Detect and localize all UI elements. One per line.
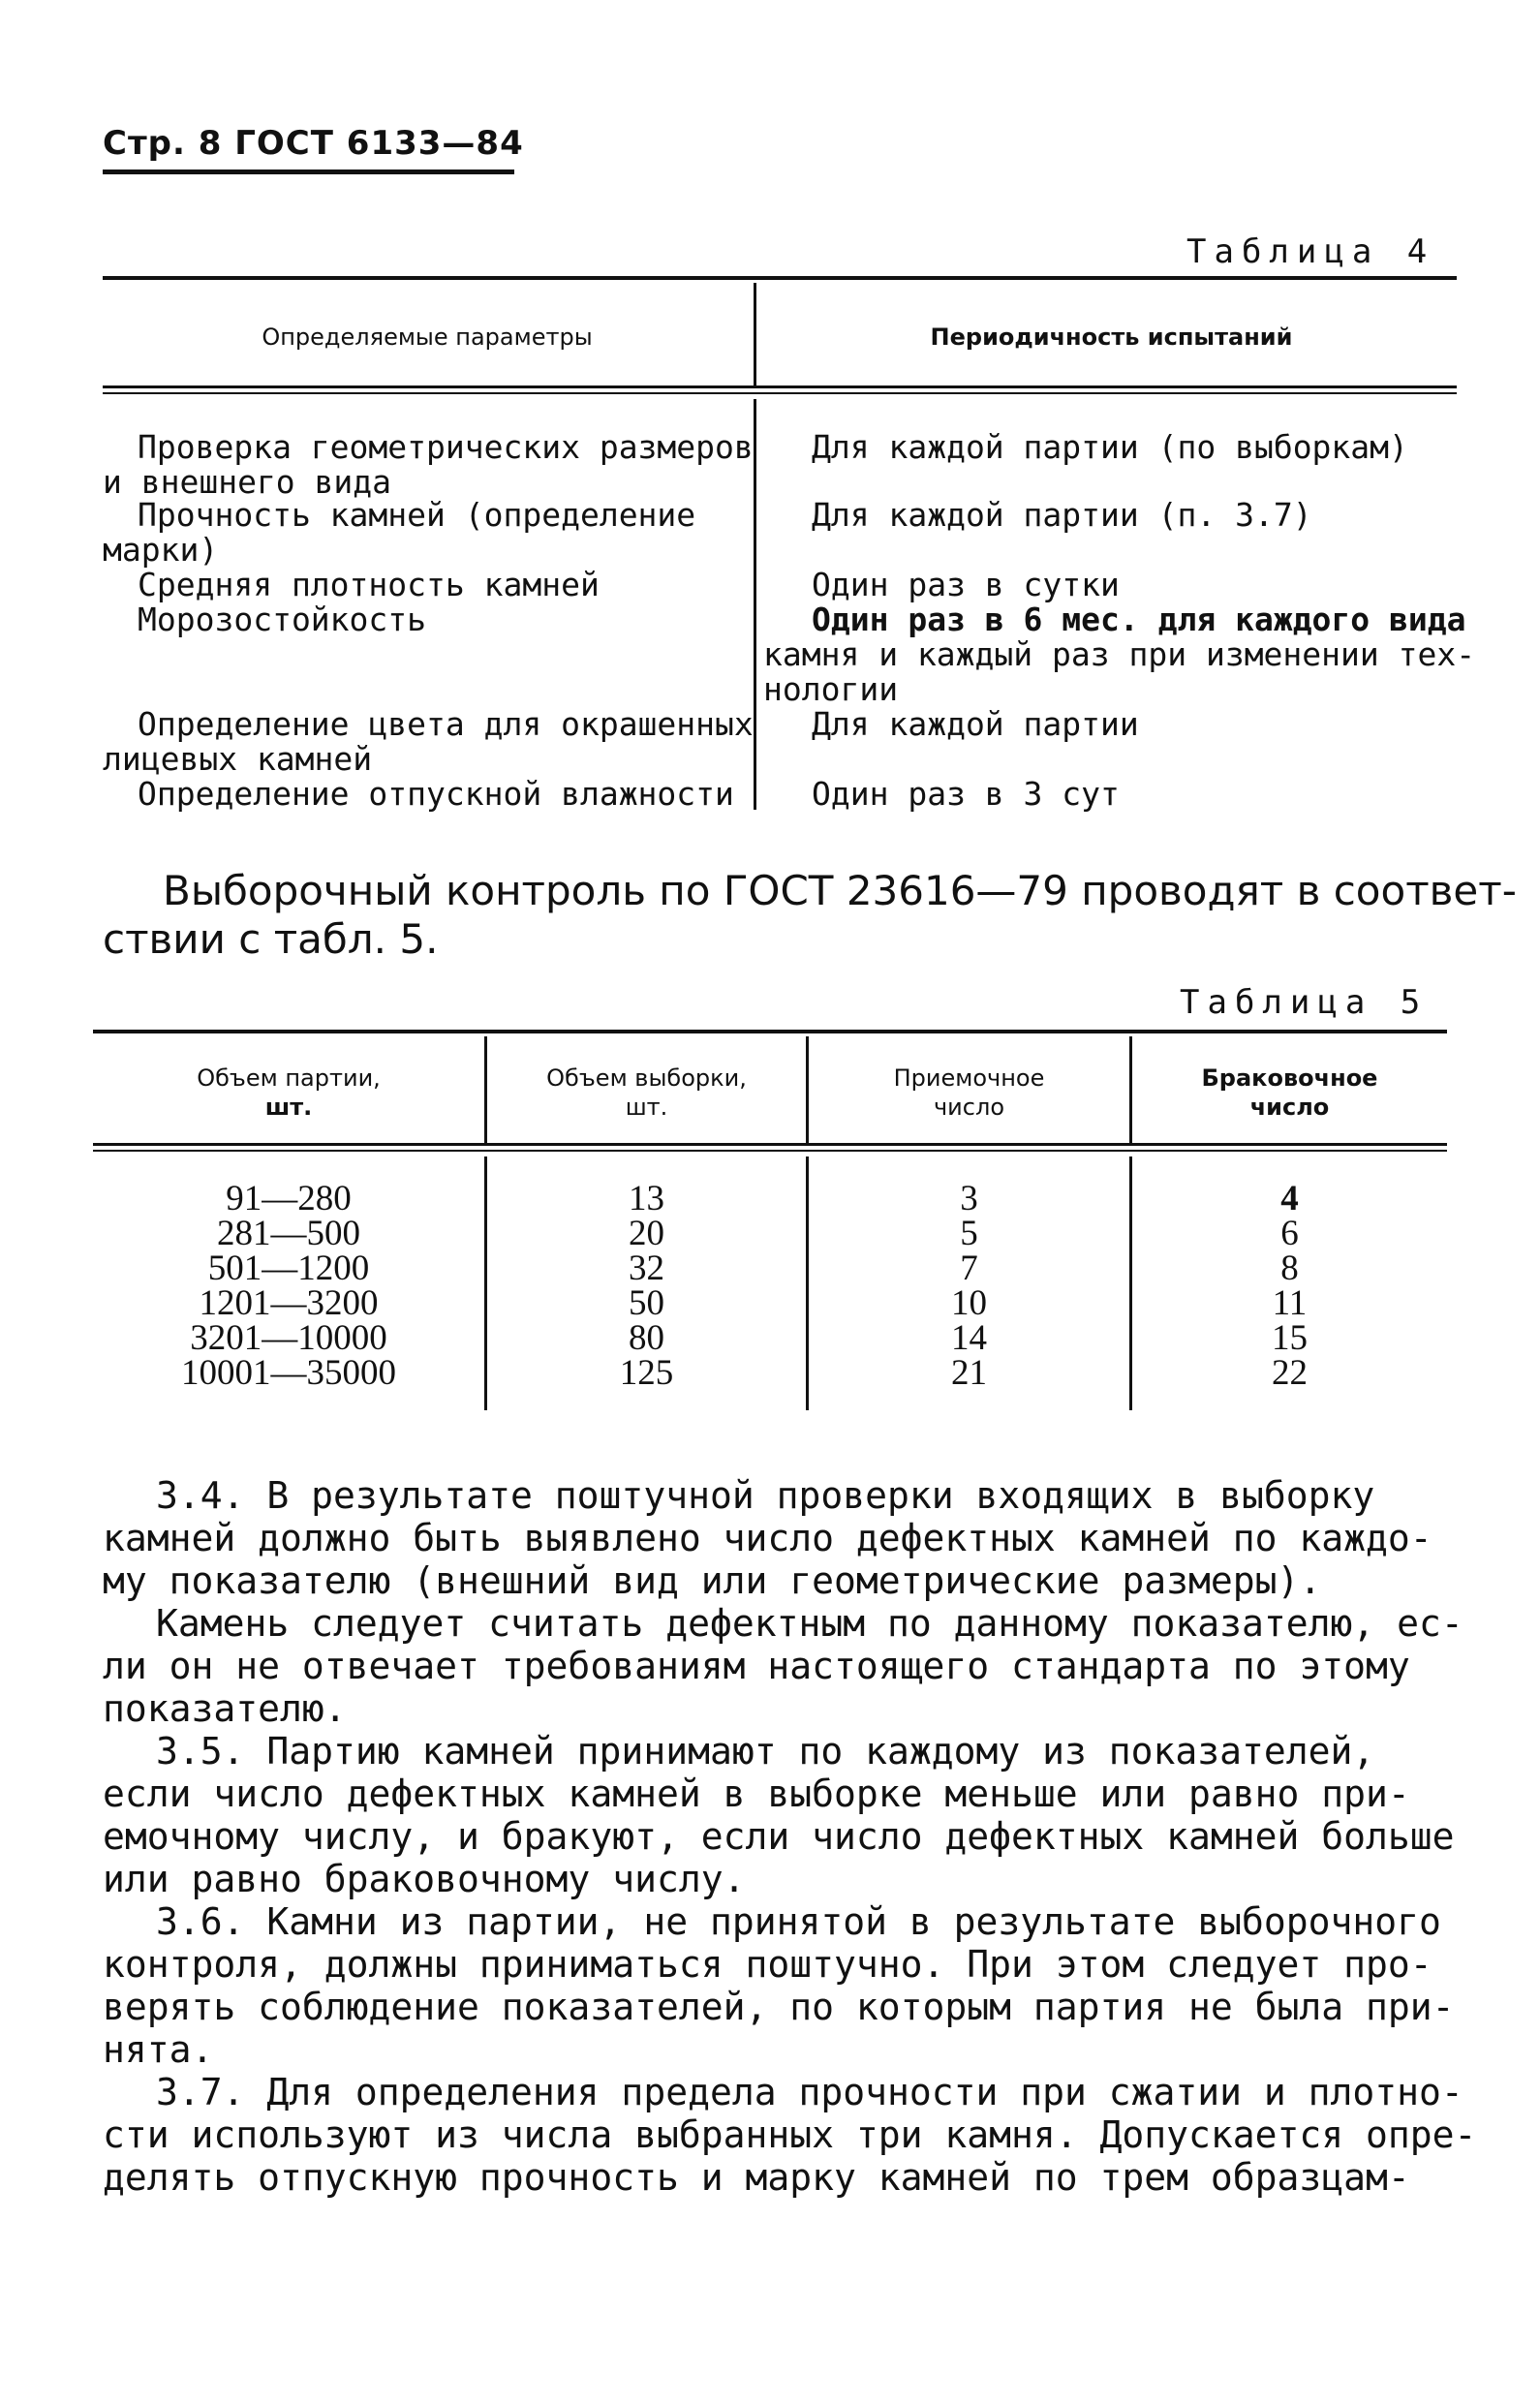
table5-lot-cell: 1201—3200	[199, 1283, 379, 1323]
table4-period-line: Один раз в 3 сут	[812, 775, 1120, 813]
table5-lot-cell: 10001—35000	[181, 1353, 396, 1393]
table4-param-line: и внешнего вида	[103, 463, 392, 501]
table5-header-rule-2	[93, 1150, 1447, 1152]
table4-period-line: Для каждой партии (п. 3.7)	[812, 496, 1312, 534]
table4-param-line: Морозостойкость	[138, 601, 427, 638]
table5-col-acceptance-line1: Приемочное	[893, 1064, 1045, 1092]
table4-period-line: Один раз в сутки	[812, 566, 1120, 603]
paragraph-line: верять соблюдение показателей, по которым партия не была при-	[103, 1986, 1455, 2028]
table5-col-lot-line2: шт.	[264, 1094, 313, 1121]
paragraph-line: 3.6. Камни из партии, не принятой в результате выборочного	[156, 1900, 1441, 1943]
table5-top-rule	[93, 1030, 1447, 1033]
table4-param-line: Проверка геометрических размеров	[138, 428, 754, 466]
table5-col-rejection	[1132, 1064, 1447, 1122]
paragraph-line: или равно браковочному числу.	[103, 1858, 746, 1900]
table4-col-period: Периодичность испытаний	[930, 324, 1293, 351]
table5-rejection-cell: 6	[1280, 1214, 1299, 1253]
table5-col-rejection-line1: Браковочное	[1201, 1064, 1378, 1092]
table5-rejection-cell: 8	[1280, 1249, 1299, 1288]
table4-param-line: Средняя плотность камней	[138, 566, 600, 603]
table5-lot-cell: 91—280	[226, 1179, 352, 1218]
table4-param-line: лицевых камней	[103, 740, 373, 778]
paragraph-line: показателю.	[103, 1687, 347, 1730]
paragraph-line: 3.7. Для определения предела прочности при сжатии и плотно-	[156, 2071, 1463, 2113]
table5-acceptance-cell: 7	[960, 1249, 978, 1288]
table5-sample-cell: 50	[629, 1283, 664, 1323]
paragraph-line: если число дефектных камней в выборке меньше или равно при-	[103, 1773, 1410, 1815]
table5-lot-cell: 3201—10000	[190, 1318, 387, 1358]
header-rule	[103, 170, 514, 174]
table4-period-line: Для каждой партии (по выборкам)	[812, 428, 1408, 466]
paragraph-line: камней должно быть выявлено число дефектных камней по каждо-	[103, 1517, 1432, 1559]
intro-line: ствии с табл. 5.	[103, 915, 439, 963]
paragraph-line: ли он не отвечает требованиям настоящего стандарта по этому	[103, 1645, 1410, 1687]
table5-acceptance-cell: 21	[951, 1353, 987, 1393]
paragraph-line: 3.4. В результате поштучной проверки входящих в выборку	[156, 1474, 1375, 1517]
table5-rejection-cell: 11	[1272, 1283, 1308, 1323]
table5-col-acceptance-line2: число	[934, 1094, 1004, 1121]
table5-col-sample	[487, 1064, 806, 1122]
table5-rejection-cell: 15	[1272, 1318, 1308, 1358]
table4-top-rule	[103, 276, 1457, 280]
table4-col-params: Определяемые параметры	[262, 324, 593, 351]
table5-col-rejection-line2: число	[1249, 1094, 1330, 1121]
table4-period-line: камня и каждый раз при изменении тех-	[763, 635, 1476, 673]
paragraph-line: контроля, должны приниматься поштучно. При этом следует про-	[103, 1943, 1432, 1986]
table5-sample-cell: 20	[629, 1214, 664, 1253]
table4-period-line: Один раз в 6 мес. для каждого вида	[812, 601, 1466, 638]
paragraph-line: делять отпускную прочность и марку камней по трем образцам-	[103, 2156, 1410, 2199]
table5-col-lot	[93, 1064, 484, 1122]
table4-param-line: Определение отпускной влажности	[138, 775, 734, 813]
table5-acceptance-cell: 3	[960, 1179, 978, 1218]
table5-rejection-cell: 22	[1272, 1353, 1308, 1393]
table5-sample-cell: 80	[629, 1318, 664, 1358]
table5-sample-cell: 32	[629, 1249, 664, 1288]
table5-acceptance-cell: 5	[960, 1214, 978, 1253]
paragraph-line: Камень следует считать дефектным по данному показателю, ес-	[156, 1602, 1463, 1645]
paragraph-line: му показателю (внешний вид или геометрические размеры).	[103, 1559, 1322, 1602]
table4-caption: Таблица 4	[1186, 232, 1435, 271]
table5-col-lot-line1: Объем партии,	[197, 1064, 381, 1092]
table5-rejection-cell: 4	[1280, 1179, 1299, 1218]
page-header: Стр. 8 ГОСТ 6133—84	[103, 124, 524, 163]
table5-acceptance-cell: 14	[951, 1318, 987, 1358]
table5-sample-cell: 125	[619, 1353, 674, 1393]
table4-param-line: марки)	[103, 531, 219, 569]
table4-header-rule-1	[103, 385, 1457, 388]
table5-acceptance-cell: 10	[951, 1283, 987, 1323]
table5-col-sample-line2: шт.	[625, 1094, 668, 1121]
table5-sample-cell: 13	[629, 1179, 664, 1218]
table4-header-divider	[754, 283, 756, 385]
table5-header-rule-1	[93, 1143, 1447, 1146]
table4-period-line: нологии	[763, 670, 899, 708]
table4-period-line: Для каждой партии	[812, 705, 1139, 743]
paragraph-line: 3.5. Партию камней принимают по каждому из показателей,	[156, 1730, 1375, 1773]
table4-param-line: Прочность камней (определение	[138, 496, 696, 534]
table5-col-sample-line1: Объем выборки,	[546, 1064, 747, 1092]
table5-lot-cell: 501—1200	[207, 1249, 370, 1288]
table4-param-line: Определение цвета для окрашенных	[138, 705, 754, 743]
paragraph-line: нята.	[103, 2028, 214, 2071]
intro-line: Выборочный контроль по ГОСТ 23616—79 проводят в соответ-	[163, 867, 1517, 914]
table5-caption: Таблица 5	[1180, 983, 1429, 1022]
table4-header-rule-2	[103, 392, 1457, 394]
table5-col-acceptance	[809, 1064, 1129, 1122]
table5-lot-cell: 281—500	[217, 1214, 360, 1253]
paragraph-line: емочному числу, и бракуют, если число дефектных камней больше	[103, 1815, 1455, 1858]
paragraph-line: сти используют из числа выбранных три камня. Допускается опре-	[103, 2113, 1477, 2156]
